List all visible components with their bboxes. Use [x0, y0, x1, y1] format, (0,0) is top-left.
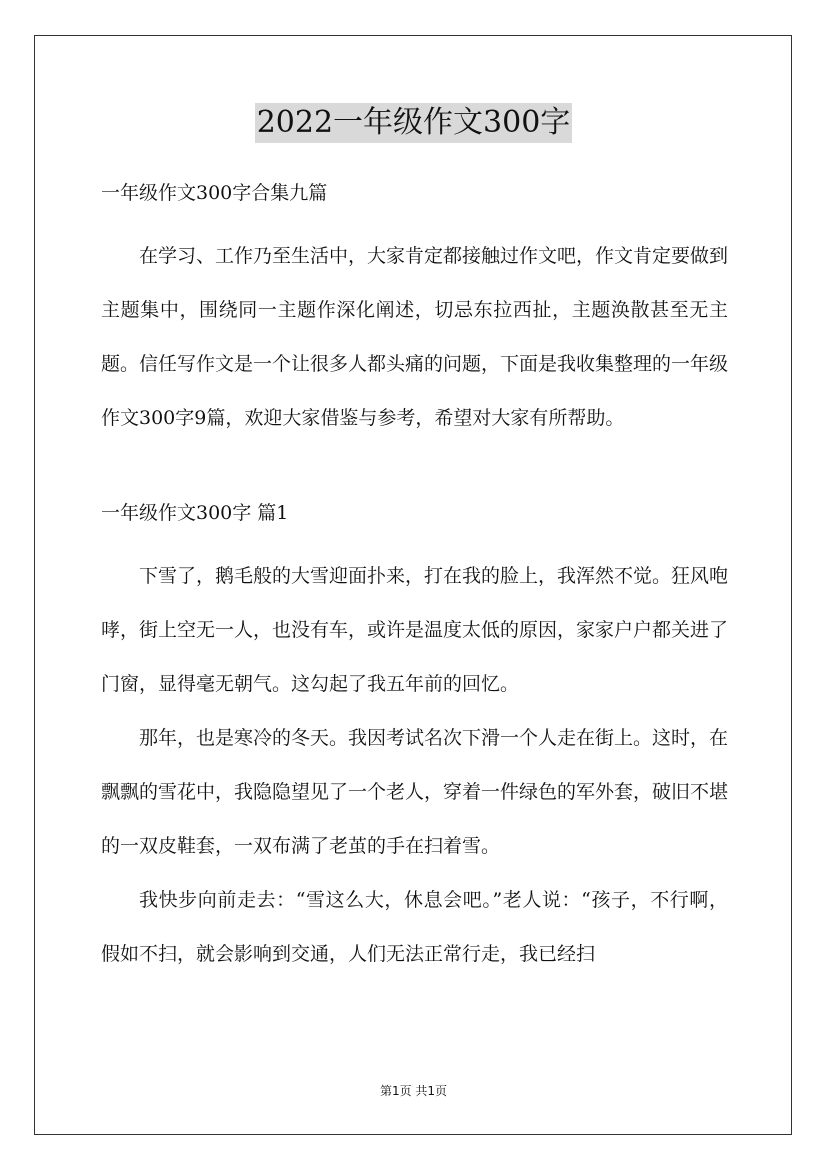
section-spacer	[101, 445, 728, 495]
page-number: 第1页 共1页	[379, 1084, 448, 1098]
body-paragraph: 那年，也是寒冷的冬天。我因考试名次下滑一个人走在街上。这时，在飘飘的雪花中，我隐隐望见了一个老人，穿着一件绿色的军外套，破旧不堪的一双皮鞋套，一双布满了老茧的手在扫着雪。	[101, 727, 729, 857]
document-title: 2022一年级作文300字	[255, 103, 573, 143]
section-heading: 一年级作文300字 篇1	[101, 502, 289, 524]
document-body	[101, 175, 728, 981]
body-paragraph: 下雪了，鹅毛般的大雪迎面扑来，打在我的脸上，我浑然不觉。狂风咆哮，街上空无一人，也没有车，或许是温度太低的原因，家家户户都关进了门窗，显得毫无朝气。这勾起了我五年前的回忆。	[101, 565, 729, 695]
body-paragraph: 我快步向前走去：“雪这么大，休息会吧。”老人说：“孩子，不行啊，假如不扫，就会影响到交通，人们无法正常行走，我已经扫	[101, 889, 728, 965]
intro-paragraph: 在学习、工作乃至生活中，大家肯定都接触过作文吧，作文肯定要做到主题集中，围绕同一主题作深化阐述，切忌东拉西扯，主题涣散甚至无主题。信任写作文是一个让很多人都头痛的问题，下面是我收集整理的一年级作文300字9篇，欢迎大家借鉴与参考，希望对大家有所帮助。	[101, 245, 729, 429]
intro-heading: 一年级作文300字合集九篇	[101, 182, 328, 204]
page-footer	[0, 1083, 827, 1099]
title-container	[0, 103, 827, 143]
